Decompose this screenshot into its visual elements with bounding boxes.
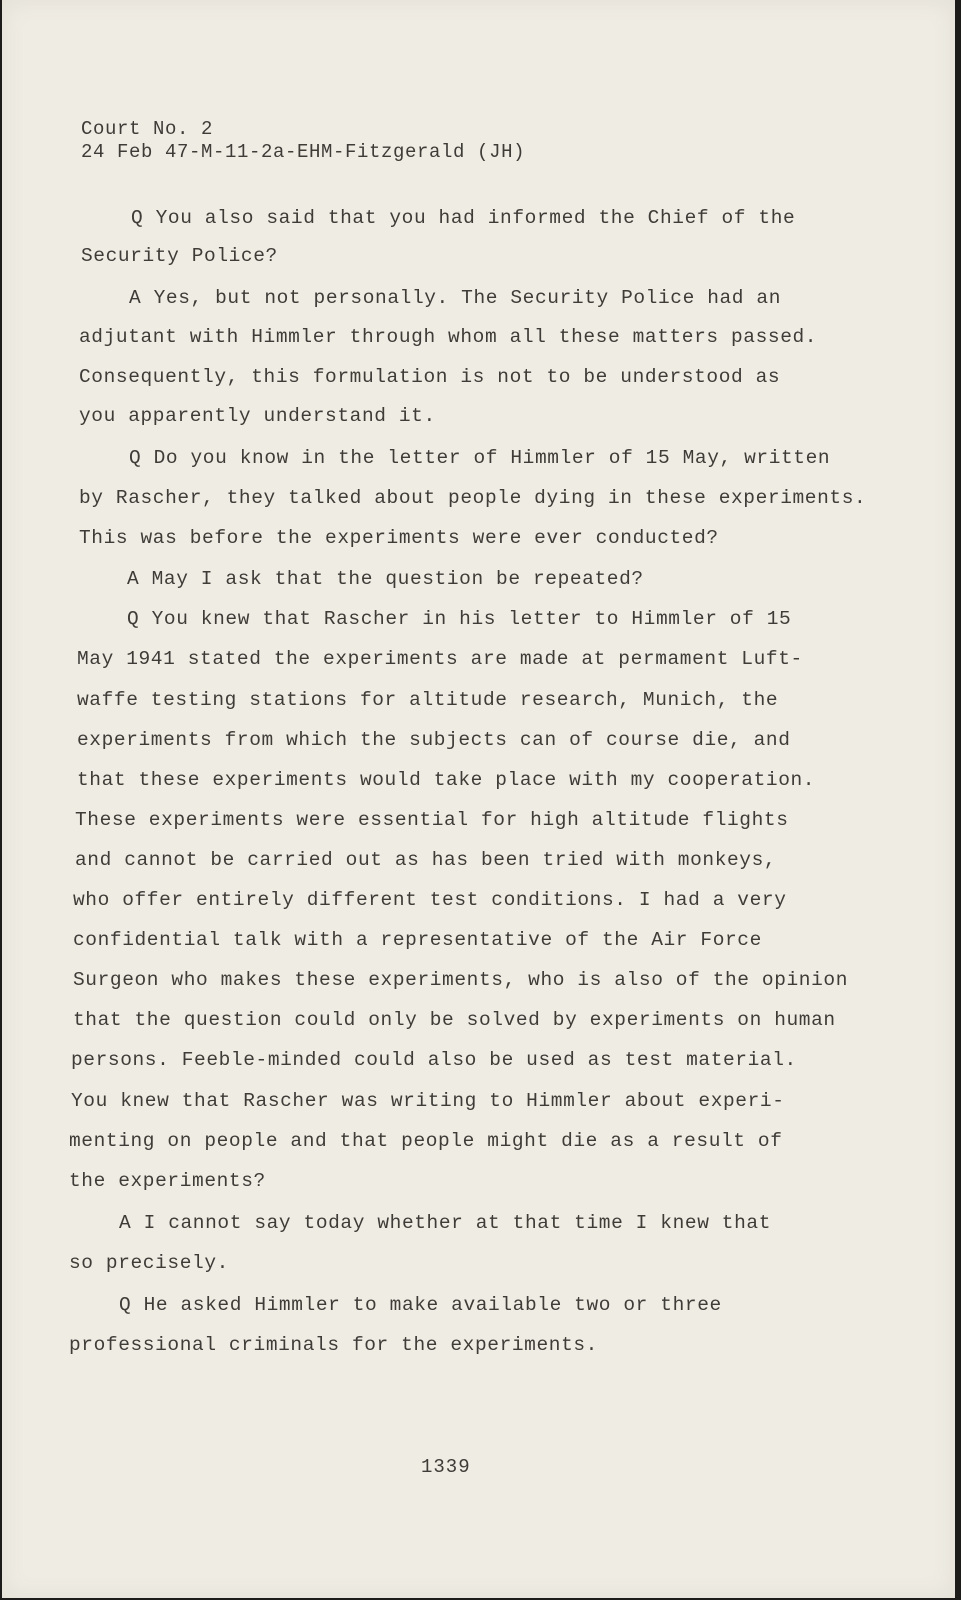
transcript-line: May 1941 stated the experiments are made at permament Luft-	[77, 648, 803, 670]
transcript-line: you apparently understand it.	[79, 405, 436, 427]
transcript-line: A May I ask that the question be repeated?	[127, 568, 644, 590]
page-number: 1339	[421, 1456, 471, 1478]
transcript-line: A I cannot say today whether at that time I knew that	[119, 1212, 772, 1234]
transcript-line: Q Do you know in the letter of Himmler of 15 May, written	[129, 447, 831, 469]
transcript-line: Q You also said that you had informed the Chief of the	[131, 207, 796, 229]
transcript-line: and cannot be carried out as has been tried with monkeys,	[75, 849, 777, 871]
transcript-line: confidential talk with a representative of the Air Force	[73, 929, 762, 951]
transcript-line: This was before the experiments were ever conducted?	[79, 527, 719, 549]
transcript-line: These experiments were essential for high altitude flights	[75, 809, 789, 831]
transcript-line: Consequently, this formulation is not to be understood as	[79, 366, 781, 388]
transcript-line: You knew that Rascher was writing to Himmler about experi-	[71, 1090, 785, 1112]
transcript-line: that these experiments would take place with my cooperation.	[77, 769, 816, 791]
transcript-line: experiments from which the subjects can of course die, and	[77, 729, 791, 751]
transcript-line: Security Police?	[81, 245, 278, 267]
transcript-line: the experiments?	[69, 1170, 266, 1192]
court-number: Court No. 2	[81, 118, 214, 140]
transcript-line: waffe testing stations for altitude research, Munich, the	[77, 689, 779, 711]
transcript-line: persons. Feeble-minded could also be used as test material.	[71, 1049, 797, 1071]
document-page	[2, 0, 955, 1598]
session-reference: 24 Feb 47-M-11-2a-EHM-Fitzgerald (JH)	[81, 141, 526, 163]
transcript-line: Surgeon who makes these experiments, who is also of the opinion	[73, 969, 849, 991]
transcript-line: adjutant with Himmler through whom all these matters passed.	[79, 326, 818, 348]
transcript-line: Q You knew that Rascher in his letter to Himmler of 15	[127, 608, 792, 630]
transcript-line: A Yes, but not personally. The Security Police had an	[129, 287, 782, 309]
transcript-line: that the question could only be solved by experiments on human	[73, 1009, 836, 1031]
transcript-line: menting on people and that people might die as a result of	[69, 1130, 783, 1152]
transcript-line: Q He asked Himmler to make available two or three	[119, 1294, 722, 1316]
transcript-line: who offer entirely different test conditions. I had a very	[73, 889, 787, 911]
transcript-line: professional criminals for the experiments.	[69, 1334, 598, 1356]
transcript-line: so precisely.	[69, 1252, 229, 1274]
transcript-line: by Rascher, they talked about people dying in these experiments.	[79, 487, 867, 509]
